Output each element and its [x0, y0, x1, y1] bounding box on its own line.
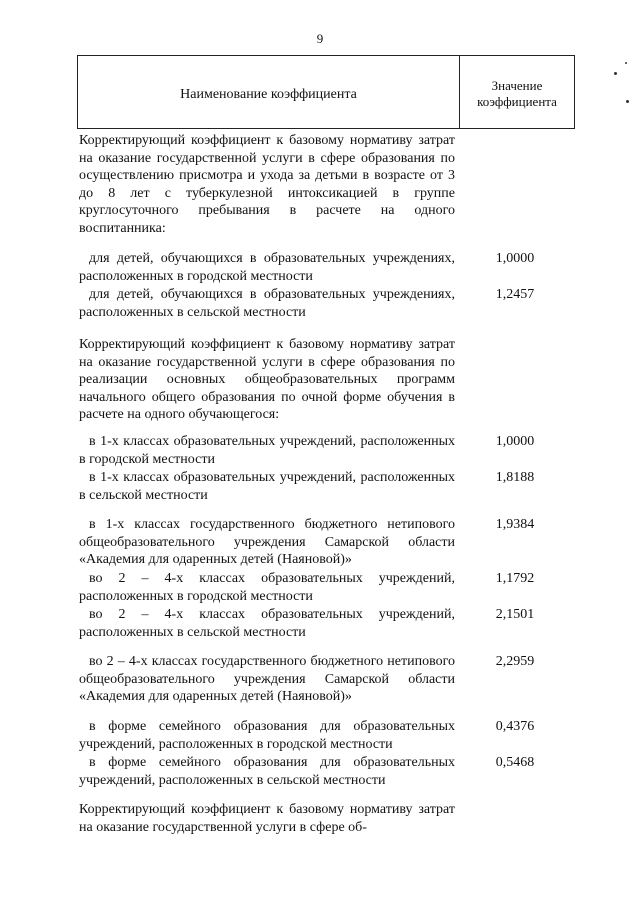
row-value: 1,9384	[495, 517, 535, 532]
header-name-column: Наименование коэффициента	[180, 87, 357, 102]
header-value-line2: коэффициента	[477, 94, 557, 109]
row-value: 2,1501	[495, 607, 535, 622]
header-value-column	[460, 78, 574, 110]
row-text: во 2 – 4-х классах образовательных учреждений, расположенных в сельской местности	[79, 607, 455, 640]
row-text: в форме семейного образования для образовательных учреждений, расположенных в городской местности	[79, 719, 455, 752]
header-value-line1: Значение	[491, 78, 543, 93]
row-value: 1,1792	[495, 571, 535, 586]
row-text: для детей, обучающихся в образовательных учреждениях, расположенных в городской местности	[79, 251, 455, 284]
row-value: 2,2959	[495, 654, 535, 669]
row-text: для детей, обучающихся в образовательных учреждениях, расположенных в сельской местности	[79, 287, 455, 320]
row-value: 1,2457	[495, 287, 535, 302]
row-value: 1,8188	[495, 470, 535, 485]
section2-intro: Корректирующий коэффициент к базовому нормативу затрат на оказание государственной услуги в сфере образования по реализации основных общеобразовательных программ начального общего образования по очной форме обучения в расчете на одного обучающегося:	[79, 337, 455, 422]
row-text: в 1-х классах государственного бюджетного нетипового общеобразовательного учреждения Самарской области «Академия для одаренных детей (Наяновой)»	[79, 517, 455, 567]
row-text: в форме семейного образования для образовательных учреждений, расположенных в сельской местности	[79, 755, 455, 788]
scan-speck	[626, 100, 629, 103]
row-text: в 1-х классах образовательных учреждений, расположенных в городской местности	[79, 434, 455, 467]
scan-speck	[625, 62, 627, 64]
section3-intro: Корректирующий коэффициент к базовому нормативу затрат на оказание государственной услуги в сфере об-	[79, 802, 455, 835]
page-number: 9	[316, 31, 324, 46]
row-value: 1,0000	[495, 434, 535, 449]
row-value: 0,5468	[495, 755, 535, 770]
scan-speck	[614, 72, 617, 75]
row-text: во 2 – 4-х классах образовательных учреждений, расположенных в городской местности	[79, 571, 455, 604]
row-value: 1,0000	[495, 251, 535, 266]
row-value: 0,4376	[495, 719, 535, 734]
table-header	[77, 55, 575, 129]
section1-intro: Корректирующий коэффициент к базовому нормативу затрат на оказание государственной услуги в сфере образования по осуществлению присмотра и ухода за детьми в возрасте от 3 до 8 лет с туберкулезной интоксикацией в группе круглосуточного пребывания в расчете на одного воспитанника:	[79, 133, 455, 236]
row-text: во 2 – 4-х классах государственного бюджетного нетипового общеобразовательного учреждения Самарской области «Академия для одаренных детей (Наяновой)»	[79, 654, 455, 704]
row-text: в 1-х классах образовательных учреждений, расположенных в сельской местности	[79, 470, 455, 503]
